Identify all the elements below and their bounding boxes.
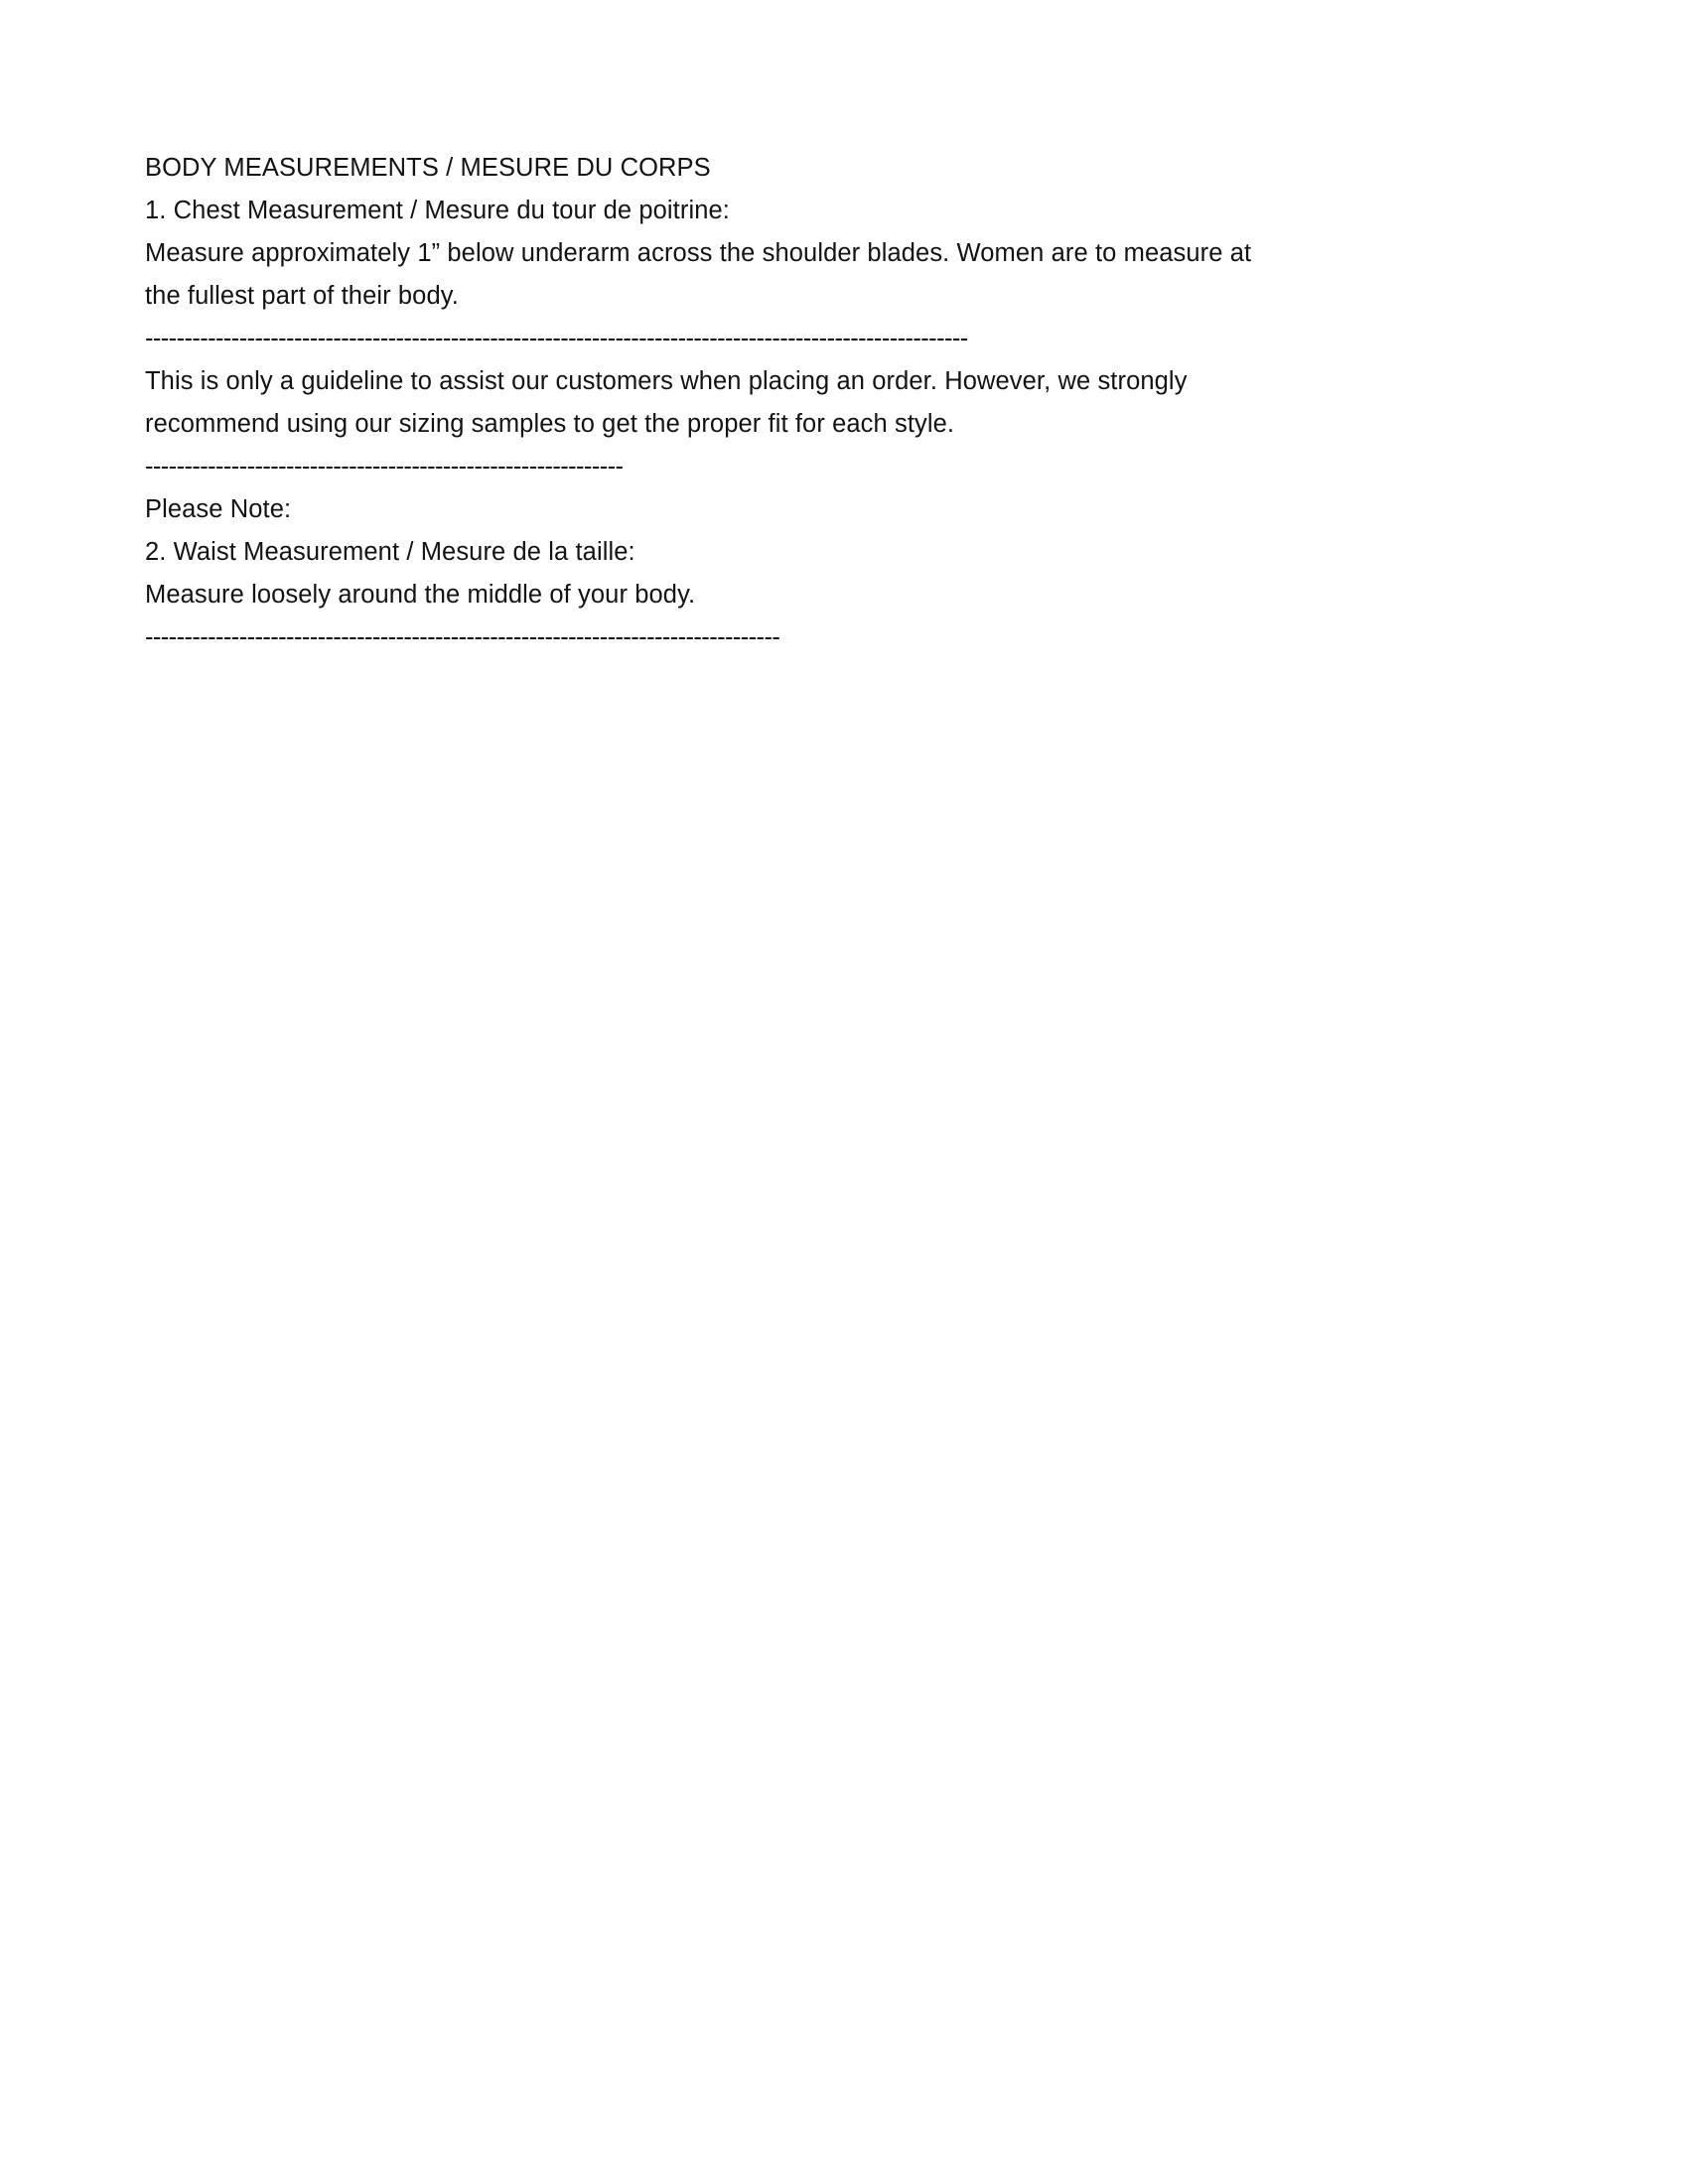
waist-measurement-label: 2. Waist Measurement / Mesure de la taille: [145, 538, 635, 566]
chest-measurement-label: 1. Chest Measurement / Mesure du tour de poitrine: [145, 197, 730, 224]
document-body [145, 147, 1356, 659]
divider-long: --------------------------------------------------------------------------------------------------------- [145, 325, 968, 352]
waist-measurement-instructions: Measure loosely around the middle of your body. [145, 581, 696, 609]
divider-medium: ------------------------------------------------------------- [145, 453, 624, 480]
please-note-label: Please Note: [145, 495, 292, 523]
guideline-disclaimer: This is only a guideline to assist our customers when placing an order. However, we strongly recommend using our sizing samples to get the proper fit for each style. [145, 367, 1188, 438]
page-title: BODY MEASUREMENTS / MESURE DU CORPS [145, 154, 711, 182]
divider-short: --------------------------------------------------------------------------------- [145, 623, 780, 651]
chest-measurement-instructions: Measure approximately 1” below underarm across the shoulder blades. Women are to measure at the fullest part of their body. [145, 239, 1252, 310]
